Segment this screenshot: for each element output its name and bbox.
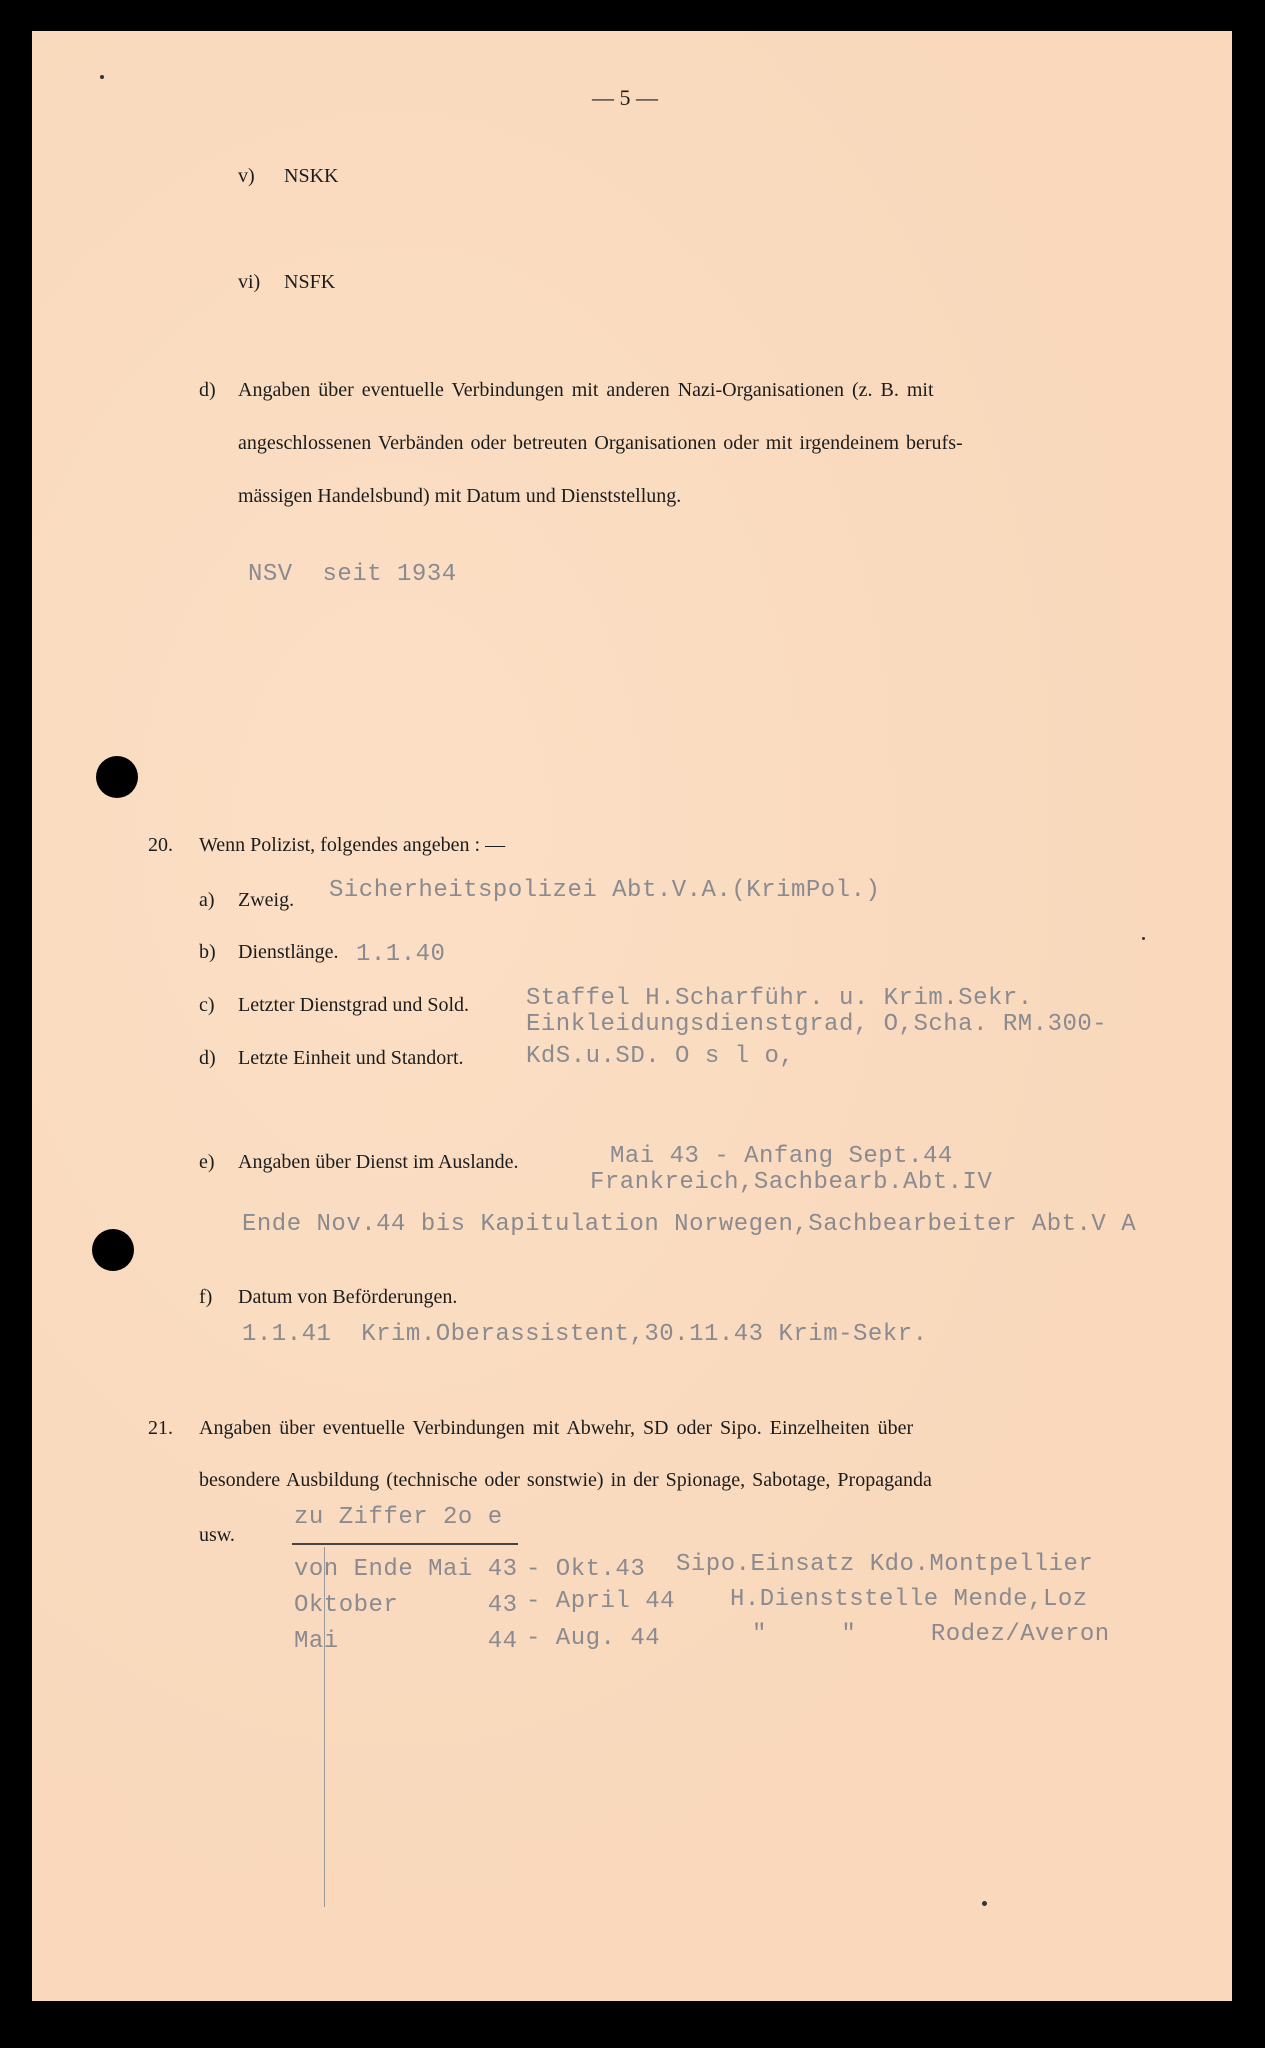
item-vi-text: NSFK xyxy=(284,271,336,293)
q21-number: 21. xyxy=(148,1417,173,1439)
q21-line1: Angaben über eventuelle Verbindungen mit Abwehr, SD oder Sipo. Einzelheiten über xyxy=(199,1417,914,1439)
q21-row-1-place: Sipo.Einsatz Kdo.Montpellier xyxy=(676,1551,1094,1578)
q20-c-label: c) xyxy=(199,994,215,1016)
item-d-line2: angeschlossenen Verbänden oder betreuten Organisationen oder mit irgendeinem berufs- xyxy=(238,432,963,454)
paper-speck xyxy=(982,1901,987,1906)
q21-line2: besondere Ausbildung (technische oder sonstwie) in der Spionage, Sabotage, Propaganda xyxy=(199,1469,932,1491)
q20-c-text: Letzter Dienstgrad und Sold. xyxy=(238,994,470,1016)
q20-f-answer: 1.1.41 Krim.Oberassistent,30.11.43 Krim-Sekr. xyxy=(242,1321,928,1348)
q20-b-text: Dienstlänge. xyxy=(238,941,339,963)
q20-d-label: d) xyxy=(199,1047,216,1069)
q20-e-answer-line3: Ende Nov.44 bis Kapitulation Norwegen,Sachbearbeiter Abt.V A xyxy=(242,1211,1137,1238)
paper-speck xyxy=(1142,937,1145,940)
q21-row-2-place: H.Dienststelle Mende,Loz xyxy=(730,1586,1088,1613)
q21-row-2-from: Oktober 43 xyxy=(294,1592,518,1619)
item-d-line1: Angaben über eventuelle Verbindungen mit anderen Nazi-Organisationen (z. B. mit xyxy=(238,379,934,401)
q20-f-text: Datum von Beförderungen. xyxy=(238,1286,458,1308)
q21-row-3-place: " " Rodez/Averon xyxy=(752,1621,1110,1648)
q20-a-answer: Sicherheitspolizei Abt.V.A.(KrimPol.) xyxy=(329,877,881,904)
item-v-label: v) xyxy=(238,165,255,187)
q21-line3: usw. xyxy=(199,1524,235,1546)
q20-b-answer: 1.1.40 xyxy=(356,941,446,968)
q21-answer-heading: zu Ziffer 2o e xyxy=(294,1504,503,1531)
q20-d-answer: KdS.u.SD. O s l o, xyxy=(526,1043,795,1070)
q20-title: Wenn Polizist, folgendes angeben : — xyxy=(199,834,506,856)
item-d-label: d) xyxy=(199,379,216,401)
q20-d-text: Letzte Einheit und Standort. xyxy=(238,1047,464,1069)
q20-e-text: Angaben über Dienst im Auslande. xyxy=(238,1151,519,1173)
q20-e-label: e) xyxy=(199,1151,215,1173)
item-d-line3: mässigen Handelsbund) mit Datum und Dienststellung. xyxy=(238,485,682,507)
q20-number: 20. xyxy=(148,834,173,856)
item-v-text: NSKK xyxy=(284,165,339,187)
paper-speck xyxy=(100,75,104,79)
item-d-answer: NSV seit 1934 xyxy=(248,561,457,588)
heading-underline xyxy=(292,1543,518,1545)
punch-hole xyxy=(92,1229,134,1271)
q20-a-label: a) xyxy=(199,889,215,911)
q20-e-answer-line2: Frankreich,Sachbearb.Abt.IV xyxy=(590,1169,993,1196)
q20-c-answer-line1: Staffel H.Scharführ. u. Krim.Sekr. xyxy=(526,985,1033,1012)
q20-c-answer-line2: Einkleidungsdienstgrad, O,Scha. RM.300- xyxy=(526,1011,1108,1038)
q20-e-answer-line1: Mai 43 - Anfang Sept.44 xyxy=(610,1143,953,1170)
q21-row-1-from: von Ende Mai 43 xyxy=(294,1556,518,1583)
page-number: — 5 — xyxy=(592,85,658,110)
document-page xyxy=(32,31,1232,2001)
q20-a-text: Zweig. xyxy=(238,889,295,911)
q20-b-label: b) xyxy=(199,941,216,963)
q21-row-2-to: - April 44 xyxy=(526,1588,676,1615)
punch-hole xyxy=(96,756,138,798)
q21-row-1-to: - Okt.43 xyxy=(526,1556,646,1583)
item-vi-label: vi) xyxy=(238,271,261,293)
q21-row-3-from: Mai 44 xyxy=(294,1628,518,1655)
q21-row-3-to: - Aug. 44 xyxy=(526,1625,661,1652)
q20-f-label: f) xyxy=(199,1286,213,1308)
